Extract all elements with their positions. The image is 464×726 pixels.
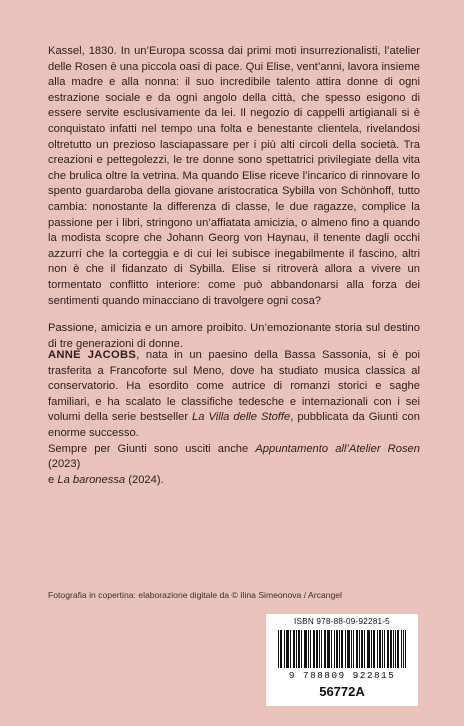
author-bio — [48, 348, 420, 488]
product-code: 56772A — [319, 684, 365, 699]
book-title: Appuntamento all’Atelier Rosen — [255, 442, 421, 455]
synopsis — [48, 44, 420, 364]
book-title: La baronessa — [57, 473, 126, 486]
other-books-text: Sempre per Giunti sono usciti anche — [48, 442, 256, 455]
barcode-digits: 9 788809 922815 — [288, 670, 396, 681]
barcode-panel — [266, 614, 418, 706]
book-year: (2023) — [48, 458, 81, 471]
conjunction: e — [48, 473, 58, 486]
tagline-paragraph: Passione, amicizia e un amore proibito. Un’emozionante storia sul destino di tre generazioni di donne. — [48, 322, 420, 350]
book-year: (2024). — [125, 473, 164, 486]
series-title: La Villa delle Stoffe — [192, 411, 291, 424]
synopsis-paragraph: Kassel, 1830. In un’Europa scossa dai primi moti insurrezionalisti, l’atelier delle Rosen è una piccola oasi di pace. Qui Elise, vent’anni, lavora insieme alla madre e alla nonna: il suo incredibile talento attira donne di ogni estrazione sociale e da ogni angolo della città, che spesso esigono di essere servite esclusivamente da lei. Il negozio di cappelli artigianali si è conquistato infatti nel tempo una folta e benestante clientela, rivelandosi oltretutto un prezioso lasciapassare per i più alti circoli della società. Tra creazioni e pettegolezzi, le tre donne sono spettatrici privilegiate della vita che brulica oltre la vetrina. Ma quando Elise riceve l’incarico di rinnovare lo spento guardaroba della giovane aristocratica Sybilla von Schönhoff, tutto cambia: nonostante la differenza di classe, le due ragazze, complice la passione per i libri, stringono un’affiatata amicizia, o almeno fino a quando la modista scopre che Johann Georg von Haynau, il tenente dagli occhi azzurri che la corteggia e di cui lei subisce inegabilmente il fascino, altri non è che il fidanzato di Sybilla. Elise si ritroverà allora a vivere un tormentato conflitto interiore: come può abbandonarsi alla forza dei sentimenti quando minacciano di travolgere ogni cosa? — [48, 45, 420, 307]
barcode-bars — [278, 630, 406, 668]
author-name: ANNE JACOBS — [48, 349, 137, 361]
photo-credit: Fotografia in copertina: elaborazione digitale da © Ilina Simeonova / Arcangel — [48, 590, 342, 600]
author-bio-text: , nata in un paesino della Bassa Sassonia, si è poi trasferita a Francoforte sul Meno, dove ha studiato musica classica al conservatorio. Ha esordito come autrice di romanzi storici e saghe familiari, e ha scalato le classifiche tedesche e internazionali con i sei volumi della serie bestseller — [48, 349, 421, 424]
isbn-label: ISBN 978-88-09-92281-5 — [294, 617, 390, 626]
author-bio-text: , pubblicata da Giunti con enorme successo. — [48, 411, 420, 439]
